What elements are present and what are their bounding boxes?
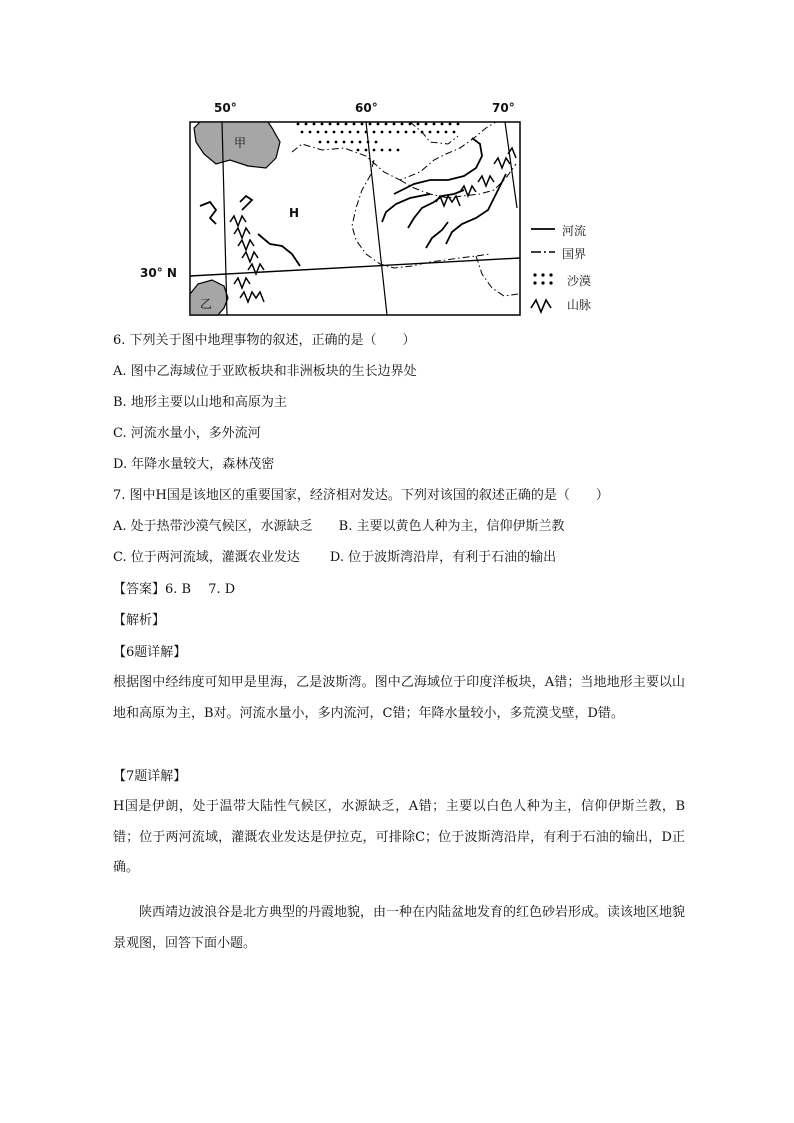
label-jia: 甲 <box>234 136 247 150</box>
analysis-heading: 【解析】 <box>113 613 166 628</box>
q7-options-cd: C. 位于两河流域，灌溉农业发达 D. 位于波斯湾沿岸，有利于石油的输出 <box>113 550 557 565</box>
q6-detail-text: 根据图中经纬度可知甲是里海，乙是波斯湾。图中乙海域位于印度洋板块，A错；当地地形主要以山地和高原为主，B对。河流水量小，多内流河，C错；年降水量较小，多荒漠戈壁，D错。 <box>113 675 685 721</box>
legend-mountain-sample <box>531 300 551 312</box>
lon-50-label: 50° <box>214 101 237 115</box>
legend-border-label: 国界 <box>562 247 587 261</box>
region-map-figure <box>130 98 610 320</box>
q7-detail-text: H国是伊朗，处于温带大陆性气候区，水源缺乏，A错；主要以白色人种为主，信仰伊斯兰教，B错；位于两河流域，灌溉农业发达是伊拉克，可排除C；位于波斯湾沿岸，有利于石油的输出，D正确。 <box>113 799 685 875</box>
q7-detail-heading: 【7题详解】 <box>113 769 187 784</box>
legend-river-label: 河流 <box>562 224 587 238</box>
q7-stem: 7. 图中H国是该地区的重要国家，经济相对发达。下列对该国的叙述正确的是（ ） <box>113 488 609 503</box>
next-passage-intro: 陕西靖边波浪谷是北方典型的丹霞地貌，由一种在内陆盆地发育的红色砂岩形成。读该地区地貌景观图，回答下面小题。 <box>113 905 686 951</box>
q6-option-c: C. 河流水量小，多外流河 <box>113 426 261 441</box>
q6-option-d: D. 年降水量较大，森林茂密 <box>113 457 275 472</box>
q6-option-b: B. 地形主要以山地和高原为主 <box>113 395 287 410</box>
label-yi: 乙 <box>200 297 213 311</box>
q6-option-a: A. 图中乙海域位于亚欧板块和非洲板块的生长边界处 <box>113 364 417 379</box>
lat-30n-label: 30° N <box>140 266 177 280</box>
lon-60-label: 60° <box>355 101 378 115</box>
q6-stem: 6. 下列关于图中地理事物的叙述，正确的是（ ） <box>113 333 416 348</box>
answer-line: 【答案】6. B 7. D <box>113 582 236 597</box>
map-drawing <box>130 98 610 320</box>
legend-desert-sample <box>533 273 552 284</box>
legend-mountain-label: 山脉 <box>567 298 592 312</box>
legend-desert-label: 沙漠 <box>567 274 592 288</box>
label-h-country: H <box>289 206 300 220</box>
q7-options-ab: A. 处于热带沙漠气候区，水源缺乏 B. 主要以黄色人种为主，信仰伊斯兰教 <box>113 519 565 534</box>
q6-detail-heading: 【6题详解】 <box>113 645 187 660</box>
lon-70-label: 70° <box>492 101 515 115</box>
